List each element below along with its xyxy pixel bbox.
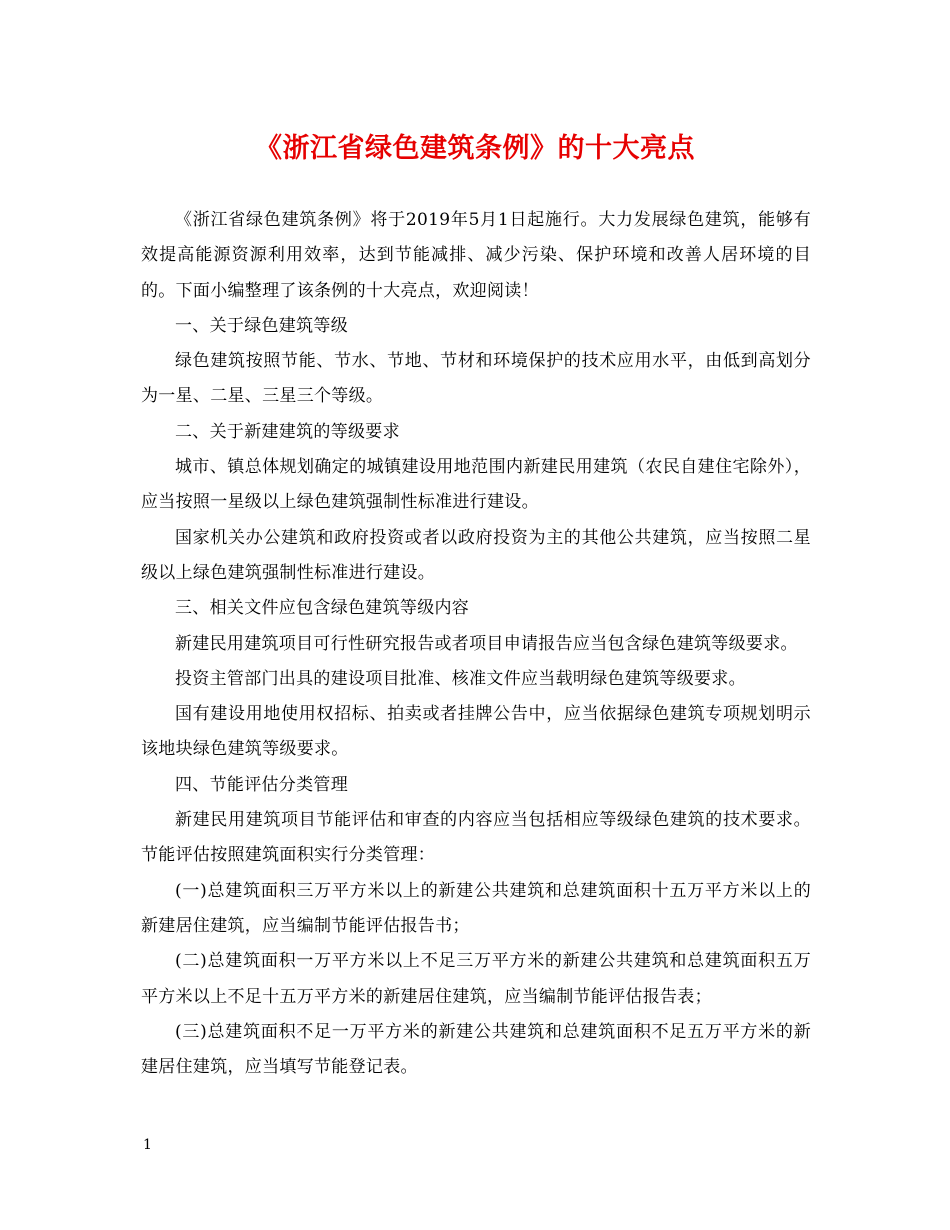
- paragraph: 城市、镇总体规划确定的城镇建设用地范围内新建民用建筑（农民自建住宅除外），应当按照一星级以上绿色建筑强制性标准进行建设。: [141, 457, 811, 513]
- paragraph: 投资主管部门出具的建设项目批准、核准文件应当载明绿色建筑等级要求。: [175, 668, 746, 689]
- list-item: (一)总建筑面积三万平方米以上的新建公共建筑和总建筑面积十五万平方米以上的新建居住建筑，应当编制节能评估报告书；: [141, 880, 811, 936]
- list-item: (三)总建筑面积不足一万平方米的新建公共建筑和总建筑面积不足五万平方米的新建居住建筑，应当填写节能登记表。: [141, 1021, 811, 1078]
- paragraph: 新建民用建筑项目可行性研究报告或者项目申请报告应当包含绿色建筑等级要求。: [175, 633, 798, 654]
- paragraph: 新建民用建筑项目节能评估和审查的内容应当包括相应等级绿色建筑的技术要求。节能评估按照建筑面积实行分类管理：: [141, 810, 811, 866]
- page-number: 1: [143, 1137, 152, 1153]
- list-item: (二)总建筑面积一万平方米以上不足三万平方米的新建公共建筑和总建筑面积五万平方米以上不足十五万平方米的新建居住建筑，应当编制节能评估报告表；: [141, 951, 811, 1007]
- paragraph: 国家机关办公建筑和政府投资或者以政府投资为主的其他公共建筑，应当按照二星级以上绿色建筑强制性标准进行建设。: [141, 527, 811, 583]
- section-heading-1: 一、关于绿色建筑等级: [175, 315, 348, 336]
- paragraph: 国有建设用地使用权招标、拍卖或者挂牌公告中，应当依据绿色建筑专项规划明示该地块绿色建筑等级要求。: [141, 704, 811, 760]
- intro-paragraph: 《浙江省绿色建筑条例》将于2019年5月1日起施行。大力发展绿色建筑，能够有效提高能源资源利用效率，达到节能减排、减少污染、保护环境和改善人居环境的目的。下面小编整理了该条例的十大亮点，欢迎阅读！: [141, 210, 811, 301]
- section-heading-4: 四、节能评估分类管理: [175, 774, 348, 795]
- section-heading-3: 三、相关文件应包含绿色建筑等级内容: [175, 598, 470, 619]
- document-title: 《浙江省绿色建筑条例》的十大亮点: [255, 133, 695, 164]
- document-body: [141, 203, 811, 1085]
- paragraph: 绿色建筑按照节能、节水、节地、节材和环境保护的技术应用水平，由低到高划分为一星、二星、三星三个等级。: [141, 351, 811, 407]
- section-heading-2: 二、关于新建建筑的等级要求: [175, 421, 400, 442]
